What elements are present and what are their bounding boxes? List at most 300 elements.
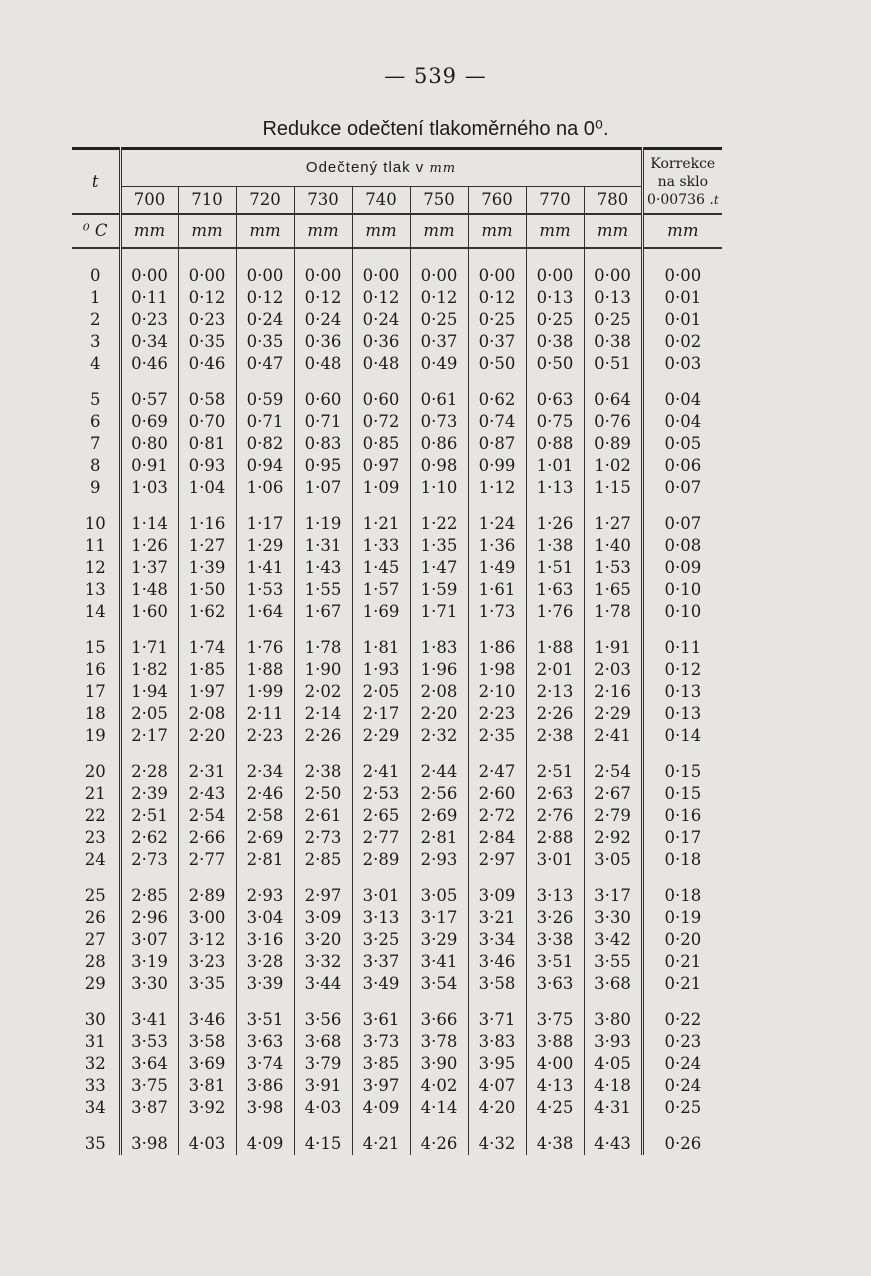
value-cell: 1·51: [526, 557, 584, 579]
correction-cell: 0·04: [642, 411, 722, 433]
value-cell: 2·08: [410, 681, 468, 703]
value-cell: 3·38: [526, 929, 584, 951]
value-cell: 1·94: [120, 681, 178, 703]
value-cell: 1·67: [294, 601, 352, 623]
value-cell: 0·11: [120, 287, 178, 309]
value-cell: 2·73: [120, 849, 178, 871]
value-cell: 2·28: [120, 761, 178, 783]
value-cell: 0·25: [526, 309, 584, 331]
table-row: [72, 827, 722, 849]
table-row: [72, 783, 722, 805]
value-cell: 4·38: [526, 1133, 584, 1155]
table-row: [72, 703, 722, 725]
correction-cell: 0·24: [642, 1053, 722, 1075]
value-cell: 1·61: [468, 579, 526, 601]
value-cell: 1·86: [468, 637, 526, 659]
value-cell: 3·41: [410, 951, 468, 973]
value-cell: 0·12: [178, 287, 236, 309]
value-cell: 1·81: [352, 637, 410, 659]
value-cell: 3·23: [178, 951, 236, 973]
value-cell: 1·50: [178, 579, 236, 601]
value-cell: 1·90: [294, 659, 352, 681]
value-cell: 2·10: [468, 681, 526, 703]
value-cell: 2·31: [178, 761, 236, 783]
correction-cell: 0·07: [642, 477, 722, 499]
value-cell: 2·77: [352, 827, 410, 849]
value-cell: 4·26: [410, 1133, 468, 1155]
value-cell: 3·91: [294, 1075, 352, 1097]
value-cell: 2·01: [526, 659, 584, 681]
table-row: [72, 1031, 722, 1053]
value-cell: 2·41: [584, 725, 642, 747]
value-cell: 3·19: [120, 951, 178, 973]
value-cell: 2·34: [236, 761, 294, 783]
value-cell: 1·13: [526, 477, 584, 499]
value-cell: 2·14: [294, 703, 352, 725]
value-cell: 1·97: [178, 681, 236, 703]
value-cell: 2·03: [584, 659, 642, 681]
value-cell: 3·75: [120, 1075, 178, 1097]
value-cell: 1·45: [352, 557, 410, 579]
value-cell: 0·75: [526, 411, 584, 433]
value-cell: 2·97: [468, 849, 526, 871]
header-unit-mm: mm: [294, 214, 352, 248]
value-cell: 2·93: [410, 849, 468, 871]
value-cell: 1·06: [236, 477, 294, 499]
value-cell: 2·20: [178, 725, 236, 747]
value-cell: 1·65: [584, 579, 642, 601]
value-cell: 3·00: [178, 907, 236, 929]
table-row: [72, 265, 722, 287]
temperature-cell: 28: [84, 952, 106, 971]
value-cell: 2·35: [468, 725, 526, 747]
temperature-cell: 18: [84, 704, 106, 723]
table-body: [72, 248, 722, 1155]
header-unit-mm: mm: [468, 214, 526, 248]
value-cell: 2·26: [294, 725, 352, 747]
correction-cell: 0·07: [642, 513, 722, 535]
table-row: [72, 907, 722, 929]
table-row: [72, 455, 722, 477]
temperature-cell: 14: [84, 602, 106, 621]
correction-cell: 0·21: [642, 973, 722, 995]
table-row: [72, 331, 722, 353]
value-cell: 0·48: [352, 353, 410, 375]
header-pressure-group: Odečtený tlak v mm: [120, 149, 642, 187]
value-cell: 0·64: [584, 389, 642, 411]
value-cell: 0·00: [294, 265, 352, 287]
value-cell: 2·92: [584, 827, 642, 849]
value-cell: 0·95: [294, 455, 352, 477]
value-cell: 3·25: [352, 929, 410, 951]
value-cell: 2·05: [120, 703, 178, 725]
value-cell: 1·76: [236, 637, 294, 659]
value-cell: 3·26: [526, 907, 584, 929]
value-cell: 0·69: [120, 411, 178, 433]
value-cell: 2·29: [352, 725, 410, 747]
value-cell: 0·82: [236, 433, 294, 455]
correction-cell: 0·20: [642, 929, 722, 951]
value-cell: 2·54: [584, 761, 642, 783]
value-cell: 3·85: [352, 1053, 410, 1075]
value-cell: 4·03: [178, 1133, 236, 1155]
value-cell: 3·07: [120, 929, 178, 951]
value-cell: 2·61: [294, 805, 352, 827]
value-cell: 3·69: [178, 1053, 236, 1075]
table-row: [72, 805, 722, 827]
correction-cell: 0·21: [642, 951, 722, 973]
header-unit-mm: mm: [236, 214, 294, 248]
value-cell: 2·65: [352, 805, 410, 827]
value-cell: 2·08: [178, 703, 236, 725]
value-cell: 4·07: [468, 1075, 526, 1097]
value-cell: 3·73: [352, 1031, 410, 1053]
value-cell: 3·63: [236, 1031, 294, 1053]
value-cell: 4·00: [526, 1053, 584, 1075]
table-row: [72, 725, 722, 747]
value-cell: 1·24: [468, 513, 526, 535]
value-cell: 3·30: [120, 973, 178, 995]
value-cell: 0·46: [178, 353, 236, 375]
value-cell: 3·04: [236, 907, 294, 929]
value-cell: 0·24: [236, 309, 294, 331]
value-cell: 1·48: [120, 579, 178, 601]
value-cell: 2·76: [526, 805, 584, 827]
value-cell: 2·43: [178, 783, 236, 805]
value-cell: 4·18: [584, 1075, 642, 1097]
value-cell: 3·98: [236, 1097, 294, 1119]
value-cell: 1·01: [526, 455, 584, 477]
value-cell: 2·38: [294, 761, 352, 783]
value-cell: 4·21: [352, 1133, 410, 1155]
value-cell: 3·51: [526, 951, 584, 973]
temperature-cell: 22: [84, 806, 106, 825]
value-cell: 3·17: [410, 907, 468, 929]
value-cell: 3·71: [468, 1009, 526, 1031]
table-row: [72, 433, 722, 455]
value-cell: 3·63: [526, 973, 584, 995]
value-cell: 2·81: [236, 849, 294, 871]
value-cell: 1·57: [352, 579, 410, 601]
header-pressure-770: 770: [526, 187, 584, 215]
value-cell: 1·53: [584, 557, 642, 579]
header-pressure-720: 720: [236, 187, 294, 215]
correction-cell: 0·01: [642, 287, 722, 309]
value-cell: 1·29: [236, 535, 294, 557]
value-cell: 1·82: [120, 659, 178, 681]
value-cell: 0·38: [584, 331, 642, 353]
temperature-cell: 10: [84, 514, 106, 533]
value-cell: 2·17: [352, 703, 410, 725]
value-cell: 0·24: [294, 309, 352, 331]
value-cell: 3·86: [236, 1075, 294, 1097]
table-row: [72, 557, 722, 579]
correction-cell: 0·09: [642, 557, 722, 579]
value-cell: 3·68: [584, 973, 642, 995]
value-cell: 1·64: [236, 601, 294, 623]
value-cell: 3·95: [468, 1053, 526, 1075]
correction-cell: 0·18: [642, 849, 722, 871]
value-cell: 3·42: [584, 929, 642, 951]
value-cell: 0·25: [410, 309, 468, 331]
value-cell: 2·02: [294, 681, 352, 703]
value-cell: 4·32: [468, 1133, 526, 1155]
value-cell: 2·81: [410, 827, 468, 849]
value-cell: 0·91: [120, 455, 178, 477]
value-cell: 4·14: [410, 1097, 468, 1119]
value-cell: 3·53: [120, 1031, 178, 1053]
value-cell: 1·21: [352, 513, 410, 535]
value-cell: 3·55: [584, 951, 642, 973]
temperature-cell: 11: [84, 536, 106, 555]
table-row: [72, 929, 722, 951]
value-cell: 0·57: [120, 389, 178, 411]
value-cell: 2·53: [352, 783, 410, 805]
value-cell: 1·19: [294, 513, 352, 535]
table-row: [72, 309, 722, 331]
value-cell: 1·04: [178, 477, 236, 499]
table-row: [72, 1053, 722, 1075]
value-cell: 3·90: [410, 1053, 468, 1075]
value-cell: 3·37: [352, 951, 410, 973]
correction-cell: 0·13: [642, 681, 722, 703]
temperature-cell: 25: [84, 886, 106, 905]
header-unit-mm: mm: [352, 214, 410, 248]
value-cell: 4·05: [584, 1053, 642, 1075]
value-cell: 2·84: [468, 827, 526, 849]
value-cell: 1·15: [584, 477, 642, 499]
temperature-cell: 19: [84, 726, 106, 745]
value-cell: 3·09: [468, 885, 526, 907]
value-cell: 1·88: [526, 637, 584, 659]
value-cell: 1·55: [294, 579, 352, 601]
value-cell: 2·51: [526, 761, 584, 783]
temperature-cell: 34: [84, 1098, 106, 1117]
value-cell: 0·76: [584, 411, 642, 433]
correction-cell: 0·00: [642, 265, 722, 287]
reduction-table: [72, 147, 722, 1155]
value-cell: 1·40: [584, 535, 642, 557]
value-cell: 0·00: [352, 265, 410, 287]
value-cell: 1·03: [120, 477, 178, 499]
value-cell: 4·13: [526, 1075, 584, 1097]
value-cell: 0·23: [178, 309, 236, 331]
correction-cell: 0·03: [642, 353, 722, 375]
value-cell: 3·01: [352, 885, 410, 907]
table-row: [72, 637, 722, 659]
value-cell: 0·24: [352, 309, 410, 331]
value-cell: 3·46: [178, 1009, 236, 1031]
unit-header-row: [72, 214, 722, 248]
header-pressure-760: 760: [468, 187, 526, 215]
correction-cell: 0·12: [642, 659, 722, 681]
value-cell: 1·71: [410, 601, 468, 623]
value-cell: 3·34: [468, 929, 526, 951]
value-cell: 0·25: [584, 309, 642, 331]
correction-cell: 0·06: [642, 455, 722, 477]
value-cell: 1·07: [294, 477, 352, 499]
value-cell: 1·62: [178, 601, 236, 623]
table-row: [72, 1009, 722, 1031]
value-cell: 0·93: [178, 455, 236, 477]
value-cell: 0·38: [526, 331, 584, 353]
value-cell: 3·12: [178, 929, 236, 951]
value-cell: 0·86: [410, 433, 468, 455]
value-cell: 1·96: [410, 659, 468, 681]
header-unit-mm: mm: [584, 214, 642, 248]
value-cell: 3·88: [526, 1031, 584, 1053]
value-cell: 1·26: [120, 535, 178, 557]
table-row: [72, 287, 722, 309]
value-cell: 2·85: [120, 885, 178, 907]
value-cell: 2·41: [352, 761, 410, 783]
value-cell: 3·32: [294, 951, 352, 973]
value-cell: 1·83: [410, 637, 468, 659]
value-cell: 0·74: [468, 411, 526, 433]
value-cell: 2·63: [526, 783, 584, 805]
value-cell: 1·10: [410, 477, 468, 499]
value-cell: 2·93: [236, 885, 294, 907]
value-cell: 0·60: [352, 389, 410, 411]
value-cell: 3·68: [294, 1031, 352, 1053]
table-row: [72, 1133, 722, 1155]
table-row: [72, 1097, 722, 1119]
value-cell: 2·51: [120, 805, 178, 827]
table-row: [72, 849, 722, 871]
header-pressure-780: 780: [584, 187, 642, 215]
correction-cell: 0·22: [642, 1009, 722, 1031]
value-cell: 1·26: [526, 513, 584, 535]
value-cell: 2·72: [468, 805, 526, 827]
value-cell: 2·16: [584, 681, 642, 703]
temperature-cell: 31: [84, 1032, 106, 1051]
temperature-cell: 16: [84, 660, 106, 679]
value-cell: 3·92: [178, 1097, 236, 1119]
value-cell: 0·71: [294, 411, 352, 433]
value-cell: 0·35: [236, 331, 294, 353]
value-cell: 2·66: [178, 827, 236, 849]
value-cell: 0·13: [584, 287, 642, 309]
value-cell: 0·46: [120, 353, 178, 375]
value-cell: 0·73: [410, 411, 468, 433]
value-cell: 0·83: [294, 433, 352, 455]
value-cell: 1·63: [526, 579, 584, 601]
value-cell: 2·29: [584, 703, 642, 725]
value-cell: 3·29: [410, 929, 468, 951]
value-cell: 3·64: [120, 1053, 178, 1075]
value-cell: 2·96: [120, 907, 178, 929]
temperature-cell: 35: [84, 1134, 106, 1153]
value-cell: 2·13: [526, 681, 584, 703]
table-row: [72, 885, 722, 907]
value-cell: 1·12: [468, 477, 526, 499]
value-cell: 1·78: [584, 601, 642, 623]
header-unit-mm: mm: [178, 214, 236, 248]
group-spacer: [72, 499, 722, 513]
value-cell: 1·76: [526, 601, 584, 623]
value-cell: 2·88: [526, 827, 584, 849]
value-cell: 0·12: [468, 287, 526, 309]
correction-cell: 0·13: [642, 703, 722, 725]
value-cell: 1·93: [352, 659, 410, 681]
value-cell: 3·49: [352, 973, 410, 995]
value-cell: 1·53: [236, 579, 294, 601]
table-row: [72, 389, 722, 411]
value-cell: 0·98: [410, 455, 468, 477]
value-cell: 1·27: [584, 513, 642, 535]
value-cell: 0·12: [236, 287, 294, 309]
table-row: [72, 681, 722, 703]
value-cell: 1·14: [120, 513, 178, 535]
value-cell: 3·61: [352, 1009, 410, 1031]
value-cell: 0·25: [468, 309, 526, 331]
reduction-table-wrapper: [72, 147, 722, 1155]
value-cell: 1·49: [468, 557, 526, 579]
value-cell: 0·94: [236, 455, 294, 477]
value-cell: 1·91: [584, 637, 642, 659]
temperature-cell: 17: [84, 682, 106, 701]
value-cell: 0·60: [294, 389, 352, 411]
value-cell: 0·00: [584, 265, 642, 287]
value-cell: 0·61: [410, 389, 468, 411]
value-cell: 2·77: [178, 849, 236, 871]
page-number: — 539 —: [384, 64, 487, 88]
correction-cell: 0·17: [642, 827, 722, 849]
value-cell: 0·47: [236, 353, 294, 375]
value-cell: 0·50: [468, 353, 526, 375]
value-cell: 3·28: [236, 951, 294, 973]
value-cell: 1·37: [120, 557, 178, 579]
value-cell: 1·02: [584, 455, 642, 477]
value-cell: 1·98: [468, 659, 526, 681]
group-spacer: [72, 375, 722, 389]
temperature-cell: 4: [90, 354, 101, 373]
value-cell: 0·87: [468, 433, 526, 455]
value-cell: 2·62: [120, 827, 178, 849]
header-pressure-730: 730: [294, 187, 352, 215]
value-cell: 3·46: [468, 951, 526, 973]
table-row: [72, 601, 722, 623]
temperature-cell: 32: [84, 1054, 106, 1073]
temperature-cell: 20: [84, 762, 106, 781]
temperature-cell: 15: [84, 638, 106, 657]
value-cell: 0·00: [410, 265, 468, 287]
value-cell: 4·15: [294, 1133, 352, 1155]
value-cell: 0·71: [236, 411, 294, 433]
value-cell: 2·58: [236, 805, 294, 827]
header-unit-correction: mm: [642, 214, 722, 248]
value-cell: 2·26: [526, 703, 584, 725]
correction-cell: 0·24: [642, 1075, 722, 1097]
value-cell: 4·25: [526, 1097, 584, 1119]
value-cell: 3·44: [294, 973, 352, 995]
value-cell: 1·71: [120, 637, 178, 659]
value-cell: 3·21: [468, 907, 526, 929]
value-cell: 0·58: [178, 389, 236, 411]
table-row: [72, 411, 722, 433]
value-cell: 0·51: [584, 353, 642, 375]
value-cell: 2·23: [236, 725, 294, 747]
temperature-cell: 24: [84, 850, 106, 869]
value-cell: 1·17: [236, 513, 294, 535]
value-cell: 0·00: [120, 265, 178, 287]
group-spacer: [72, 995, 722, 1009]
table-row: [72, 513, 722, 535]
group-spacer: [72, 248, 722, 265]
value-cell: 2·60: [468, 783, 526, 805]
value-cell: 3·17: [584, 885, 642, 907]
value-cell: 1·78: [294, 637, 352, 659]
